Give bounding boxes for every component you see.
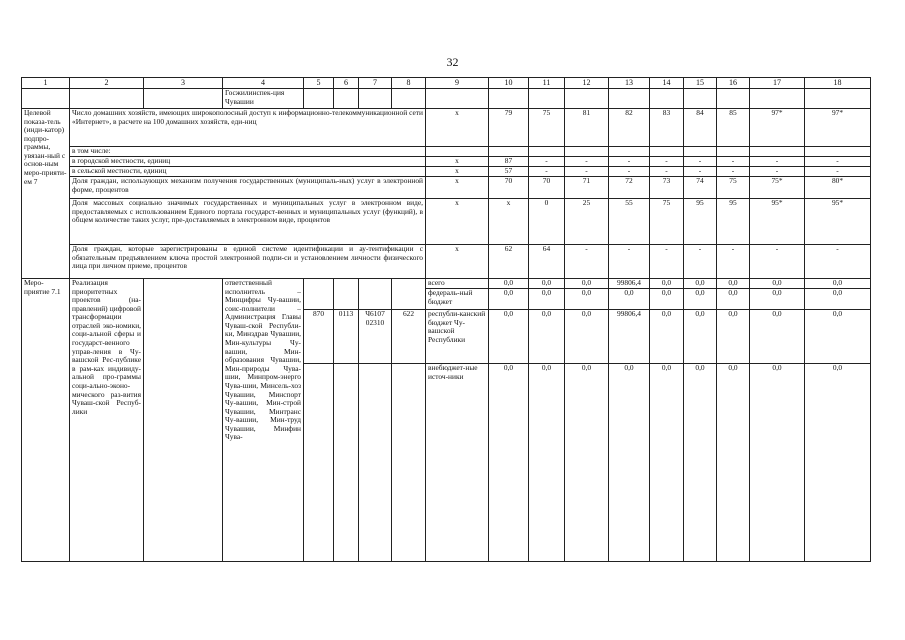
value-cell: 0,0	[650, 310, 684, 364]
value-cell: x	[489, 199, 529, 245]
event-name: Реализация приоритетных проектов (на-правлений) цифровой трансформации отраслей эко-номики, соци-альной сферы и государст-венного управ-ления в Чу-вашской Рес-публике в рам-ках индивиду-альной про-граммы соци-ально-эконо-мического раз-вития Чуваш-ской Респуб-лики	[70, 279, 144, 562]
value-cell: 72	[609, 177, 650, 199]
value-cell: -	[805, 157, 871, 167]
indicator-source: x	[426, 157, 489, 167]
value-cell	[805, 147, 871, 157]
column-number: 13	[609, 78, 650, 89]
value-cell: 71	[565, 177, 609, 199]
code-grbs: 870	[304, 310, 334, 364]
value-cell: 0,0	[750, 289, 805, 310]
value-cell: 0,0	[489, 310, 529, 364]
value-cell: -	[609, 157, 650, 167]
value-cell: 0,0	[489, 279, 529, 289]
indicator-source: x	[426, 199, 489, 245]
value-cell: 64	[529, 245, 565, 279]
value-cell: 0,0	[529, 364, 565, 562]
column-number: 14	[650, 78, 684, 89]
value-cell: 0,0	[717, 279, 750, 289]
column-number: 15	[684, 78, 717, 89]
column-number: 2	[70, 78, 144, 89]
column-number: 1	[22, 78, 70, 89]
value-cell: 0,0	[750, 279, 805, 289]
value-cell: 75	[650, 199, 684, 245]
value-cell: -	[565, 157, 609, 167]
value-cell: 0,0	[805, 364, 871, 562]
column-number: 11	[529, 78, 565, 89]
value-cell: 0,0	[684, 279, 717, 289]
indicator-row	[22, 109, 871, 147]
value-cell: -	[805, 245, 871, 279]
indicator-source: x	[426, 177, 489, 199]
value-cell: -	[684, 157, 717, 167]
code-csr: Ч6107 02310	[359, 310, 392, 364]
value-cell: 0,0	[489, 364, 529, 562]
funding-source: всего	[426, 279, 489, 289]
value-cell	[529, 147, 565, 157]
indicator-text: Число домашних хозяйств, имеющих широкополосный доступ к информационно-телекоммуникационной сети «Интернет», в расчете на 100 домашних хозяйств, еди-ниц	[70, 109, 426, 147]
indicator-source: x	[426, 167, 489, 177]
page-number: 32	[446, 55, 459, 69]
value-cell: 0,0	[565, 310, 609, 364]
value-cell: 0,0	[717, 289, 750, 310]
value-cell: 0,0	[529, 279, 565, 289]
value-cell: 0,0	[565, 279, 609, 289]
value-cell: -	[609, 245, 650, 279]
indicator-row	[22, 157, 871, 167]
column-number: 12	[565, 78, 609, 89]
value-cell: -	[717, 167, 750, 177]
value-cell: 73	[650, 177, 684, 199]
value-cell: 82	[609, 109, 650, 147]
value-cell: 95*	[805, 199, 871, 245]
indicator-source	[426, 147, 489, 157]
value-cell: -	[609, 167, 650, 177]
value-cell: 75	[529, 109, 565, 147]
value-cell: 97*	[805, 109, 871, 147]
indicator-row	[22, 199, 871, 245]
value-cell: 97*	[750, 109, 805, 147]
indicator-row	[22, 167, 871, 177]
value-cell: 0,0	[529, 310, 565, 364]
code-rzpr: 0113	[334, 310, 359, 364]
column-number: 7	[359, 78, 392, 89]
value-cell: -	[684, 245, 717, 279]
funding-source: республи-канский бюджет Чу-вашской Республики	[426, 310, 489, 364]
value-cell: -	[565, 167, 609, 177]
value-cell: -	[650, 157, 684, 167]
value-cell: 87	[489, 157, 529, 167]
column-number: 5	[304, 78, 334, 89]
value-cell: 0,0	[717, 364, 750, 562]
indicator-source: x	[426, 109, 489, 147]
value-cell	[650, 147, 684, 157]
column-number: 10	[489, 78, 529, 89]
value-cell: 70	[529, 177, 565, 199]
column-number: 6	[334, 78, 359, 89]
event-executor: ответственный исполнитель – Минцифры Чу-вашии, соис-полнители – Администрация Главы Чуваш-ской Республи-ки, Минздрав Чувашии, Мин-культуры Чу-вашии, Мин-образования Чувашии, Мин-природы Чува-шии, Минпром-энерго Чува-шии, Минсель-хоз Чувашии, Минспорт Чу-вашии, Мин-строй Чувашии, Минтранс Чу-вашии, Мин-труд Чувашии, Минфин Чува-	[223, 279, 304, 562]
value-cell: 0,0	[565, 364, 609, 562]
value-cell	[750, 147, 805, 157]
value-cell: 0,0	[805, 310, 871, 364]
indicator-text: Доля массовых социально значимых государственных и муниципальных услуг в электронном виде, предоставляемых с использованием Единого портала государст-венных и муниципальных услуг (функций), в общем количестве таких услуг, пре-доставляемых в электронном виде, процентов	[70, 199, 426, 245]
funding-row	[22, 279, 871, 289]
value-cell: -	[805, 167, 871, 177]
value-cell: 0,0	[684, 364, 717, 562]
column-number: 16	[717, 78, 750, 89]
value-cell: -	[529, 157, 565, 167]
column-number: 8	[392, 78, 426, 89]
column-number: 4	[223, 78, 304, 89]
value-cell: 0,0	[684, 310, 717, 364]
value-cell: 80*	[805, 177, 871, 199]
value-cell: 55	[609, 199, 650, 245]
value-cell: 62	[489, 245, 529, 279]
value-cell: 0,0	[529, 289, 565, 310]
indicator-row	[22, 177, 871, 199]
column-number: 9	[426, 78, 489, 89]
value-cell: 0,0	[805, 279, 871, 289]
value-cell: -	[684, 167, 717, 177]
value-cell: 83	[650, 109, 684, 147]
column-number: 17	[750, 78, 805, 89]
indicator-text: в городской местности, единиц	[70, 157, 426, 167]
value-cell: -	[529, 167, 565, 177]
indicator-row	[22, 245, 871, 279]
value-cell	[609, 147, 650, 157]
event-label: Меро-приятие 7.1	[22, 279, 70, 562]
value-cell: 0,0	[650, 289, 684, 310]
value-cell: 0,0	[750, 310, 805, 364]
target-label: Целевой показа-тель (инди-катор) подпро-граммы, увязан-ный с основ-ным меро-прияти-ем 7	[22, 109, 70, 279]
indicator-source: x	[426, 245, 489, 279]
value-cell: 85	[717, 109, 750, 147]
value-cell: 25	[565, 199, 609, 245]
value-cell: -	[650, 245, 684, 279]
value-cell: 0,0	[750, 364, 805, 562]
value-cell: -	[717, 157, 750, 167]
column-number: 18	[805, 78, 871, 89]
value-cell	[684, 147, 717, 157]
value-cell: 79	[489, 109, 529, 147]
value-cell: 70	[489, 177, 529, 199]
value-cell: 74	[684, 177, 717, 199]
value-cell: 81	[565, 109, 609, 147]
value-cell	[565, 147, 609, 157]
program-table	[21, 77, 871, 562]
value-cell: 99806,4	[609, 279, 650, 289]
indicator-text: в том числе:	[70, 147, 426, 157]
column-number-row	[22, 78, 871, 89]
value-cell: 0,0	[609, 289, 650, 310]
value-cell: -	[750, 157, 805, 167]
value-cell: 0,0	[609, 364, 650, 562]
value-cell: 95	[717, 199, 750, 245]
value-cell: 84	[684, 109, 717, 147]
value-cell: 0,0	[489, 289, 529, 310]
value-cell: -	[750, 167, 805, 177]
value-cell	[489, 147, 529, 157]
value-cell	[717, 147, 750, 157]
funding-source: внебюджет-ные источ-ники	[426, 364, 489, 562]
value-cell: -	[650, 167, 684, 177]
value-cell: 0,0	[650, 279, 684, 289]
value-cell: -	[750, 245, 805, 279]
indicator-text: Доля граждан, которые зарегистрированы в единой системе идентификации и ау-тентификации с обязательным предъявлением ключа простой электронной подпи-си и установлением личности физического лица при личном приеме, процентов	[70, 245, 426, 279]
column-number: 3	[144, 78, 223, 89]
value-cell: 0,0	[565, 289, 609, 310]
value-cell: 0	[529, 199, 565, 245]
value-cell: 0,0	[805, 289, 871, 310]
indicator-text: Доля граждан, использующих механизм получения государственных (муниципаль-ных) услуг в электронной форме, процентов	[70, 177, 426, 199]
value-cell: -	[717, 245, 750, 279]
value-cell: 57	[489, 167, 529, 177]
code-vr: 622	[392, 310, 426, 364]
value-cell: 0,0	[717, 310, 750, 364]
indicator-row	[22, 147, 871, 157]
value-cell: 75*	[750, 177, 805, 199]
value-cell: 0,0	[684, 289, 717, 310]
value-cell: 0,0	[650, 364, 684, 562]
value-cell: 95	[684, 199, 717, 245]
indicator-text: в сельской местности, единиц	[70, 167, 426, 177]
executor-cell: Госжилинспек-ция Чувашии	[223, 89, 304, 109]
funding-source: федераль-ный бюджет	[426, 289, 489, 310]
value-cell: 75	[717, 177, 750, 199]
value-cell: 99806,4	[609, 310, 650, 364]
carry-over-row	[22, 89, 871, 109]
value-cell: 95*	[750, 199, 805, 245]
value-cell: -	[565, 245, 609, 279]
